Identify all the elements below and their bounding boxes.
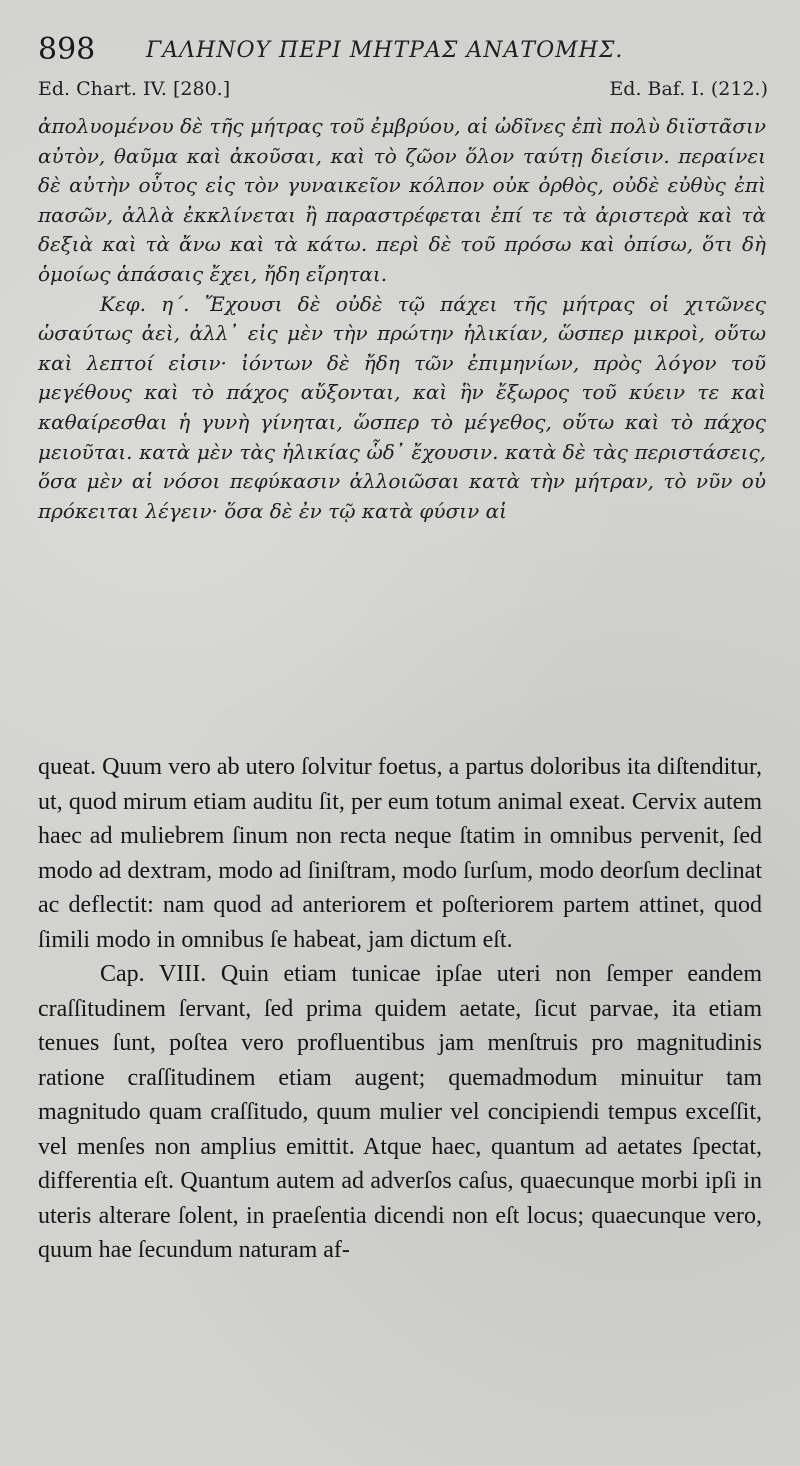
edition-basel-reference: Ed. Baf. I. (212.) [609, 78, 768, 100]
latin-text-block [38, 750, 762, 1268]
greek-paragraph-1: ἀπολυομένου δὲ τῆς μήτρας τοῦ ἐμβρύου, αἱ ὠδῖνες ἐπὶ πολὺ διϊστᾶσιν αὐτὸν, θαῦμα καὶ ἀκοῦσαι, καὶ τὸ ζῶον ὅλον ταύτῃ διείσιν. περαίνει δὲ αὐτὴν οὗτος εἰς τὸν γυναικεῖον κόλπον οὐκ ὀρθὸς, οὐδὲ εὐθὺς ἐπὶ πασῶν, ἀλλὰ ἐκκλίνεται ἢ παραστρέφεται ἐπί τε τὰ ἀριστερὰ καὶ τὰ δεξιὰ καὶ τὰ ἄνω καὶ τὰ κάτω. περὶ δὲ τοῦ πρόσω καὶ ὀπίσω, ὅτι δὴ ὁμοίως ἁπάσαις ἔχει, ἤδη εἴρηται. [38, 114, 766, 286]
running-title: ΓΑΛΗΝΟΥ ΠΕΡΙ ΜΗΤΡΑΣ ΑΝΑΤΟΜΗΣ. [146, 38, 624, 63]
page-number: 898 [38, 32, 96, 67]
greek-text-block [38, 112, 766, 526]
greek-paragraph-2: Κεφ. η΄. Ἔχουσι δὲ οὐδὲ τῷ πάχει τῆς μήτρας οἱ χιτῶνες ὡσαύτως ἀεὶ, ἀλλ᾽ εἰς μὲν τὴν πρώτην ἡλικίαν, ὥσπερ μικροὶ, οὕτω καὶ λεπτοί εἰσιν· ἰόντων δὲ ἤδη τῶν ἐπιμηνίων, πρὸς λόγον τοῦ μεγέθους καὶ τὸ πάχος αὔξονται, καὶ ἣν ἔξωρος τοῦ κύειν τε καὶ καθαίρεσθαι ἡ γυνὴ γίνηται, ὥσπερ τὸ μέγεθος, οὕτω καὶ τὸ πάχος μειοῦται. κατὰ μὲν τὰς ἡλικίας ὧδ᾽ ἔχουσιν. κατὰ δὲ τὰς περιστάσεις, ὅσα μὲν αἱ νόσοι πεφύκασιν ἀλλοιῶσαι κατὰ τὴν μήτραν, τὸ νῦν οὐ πρόκειται λέγειν· ὅσα δὲ ἐν τῷ κατὰ φύσιν αἱ [38, 291, 766, 523]
latin-paragraph-2: Cap. VIII. Quin etiam tunicae ipſae uteri non ſemper eandem craſſitudinem ſervant, ſed prima quidem aetate, ſicut parvae, ita etiam tenues ſunt, poſtea vero profluentibus jam menſtruis pro magnitudinis ratione craſſitudinem etiam augent; quemadmodum minuitur tam magnitudo quam craſſitudo, quum mulier vel concipiendi tempus exceſſit, vel menſes non amplius emittit. Atque haec, quantum ad aetates ſpectat, differentia eſt. Quantum autem ad adverſos caſus, quaecunque morbi ipſi in uteris alterare ſolent, in praeſentia dicendi non eſt locus; quaecunque vero, quum hae ſecundum naturam af- [38, 961, 762, 1263]
edition-references [38, 78, 768, 108]
latin-paragraph-1: queat. Quum vero ab utero ſolvitur foetus, a partus doloribus ita diſtenditur, ut, quod mirum etiam auditu ſit, per eum totum animal exeat. Cervix autem haec ad muliebrem ſinum non recta neque ſtatim in omnibus pervenit, ſed modo ad dextram, modo ad ſiniſtram, modo ſurſum, modo deorſum declinat ac deflectit: nam quod ad anteriorem et poſteriorem partem attinet, quod ſimili modo in omnibus ſe habeat, jam dictum eſt. [38, 754, 762, 953]
edition-chart-reference: Ed. Chart. IV. [280.] [38, 78, 231, 100]
page-header [38, 28, 768, 72]
